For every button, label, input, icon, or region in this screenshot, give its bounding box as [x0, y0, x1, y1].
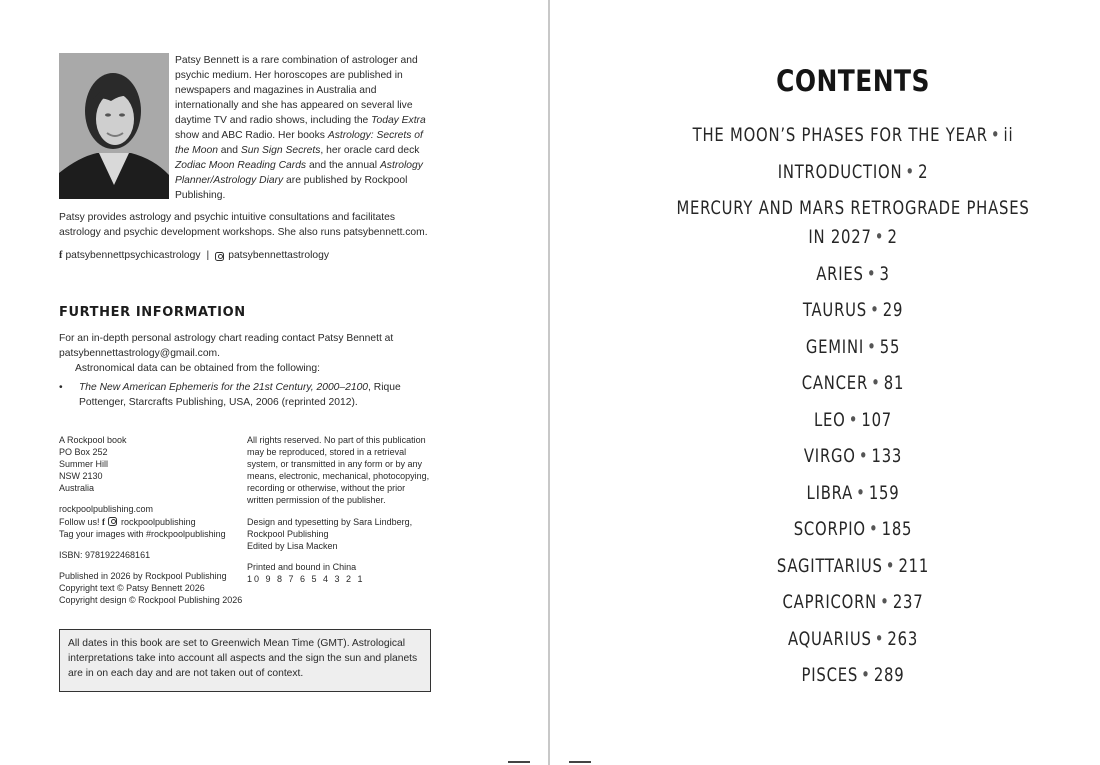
- toc-entry-page: 81: [883, 372, 905, 394]
- toc-entry-label: TAURUS: [802, 299, 867, 321]
- toc-entry-page: ii: [1003, 124, 1014, 146]
- toc-entry-label: GEMINI: [805, 335, 864, 358]
- toc-bullet: •: [866, 262, 877, 285]
- toc-entry-page: 107: [861, 408, 893, 431]
- toc-entry-label: ARIES: [816, 262, 864, 285]
- toc-bullet: •: [867, 335, 877, 358]
- facebook-icon: f: [102, 516, 106, 527]
- bio-title-italic: Today Extra: [371, 115, 426, 126]
- design-credit: Design and typesetting by Sara Lindberg, Rockpool Publishing: [247, 516, 413, 539]
- copyright-text: Copyright text © Patsy Bennett 2026: [59, 582, 205, 593]
- astronomical-data-note: Astronomical data can be obtained from the following:: [75, 363, 320, 374]
- contents-title: CONTENTS: [776, 64, 930, 98]
- print-number-line: 10 9 8 7 6 5 4 3 2 1: [247, 573, 365, 584]
- toc-bullet: •: [861, 664, 871, 686]
- toc-entry-page: 263: [887, 627, 919, 650]
- toc-entry: [617, 299, 1090, 321]
- toc-bullet: •: [871, 372, 881, 394]
- copyright-design: Copyright design © Rockpool Publishing 2026: [59, 595, 243, 606]
- toc-bullet: •: [868, 518, 879, 540]
- toc-entry: [617, 263, 1090, 285]
- toc-bullet: •: [874, 226, 885, 248]
- toc-entry-page: 29: [882, 299, 904, 321]
- author-social-links: [59, 249, 329, 263]
- toc-entry: [617, 161, 1090, 183]
- published-line: Published in 2026 by Rockpool Publishing: [59, 570, 227, 581]
- toc-bullet: •: [880, 591, 890, 613]
- toc-bullet: •: [848, 408, 859, 431]
- toc-entry-label: MERCURY AND MARS RETROGRADE PHASES: [676, 197, 1030, 219]
- toc-entry-label: PISCES: [801, 664, 859, 686]
- publisher-handle: rockpoolpublishing: [121, 516, 196, 527]
- facebook-icon: f: [59, 250, 63, 261]
- toc-entry-label: THE MOON’S PHASES FOR THE YEAR: [692, 124, 988, 146]
- bio-title-italic: Sun Sign Secrets: [240, 145, 321, 156]
- toc-entry-label: IN 2027: [808, 226, 872, 248]
- bio-title-italic: Astrology Planner/Astrology Diary: [175, 160, 423, 186]
- bio-text-run: and: [217, 145, 241, 156]
- imprint-publisher-details: [59, 434, 244, 606]
- gmt-notice-box: All dates in this book are set to Greenwich Mean Time (GMT). Astrological interpretations take into account all aspects and the sign the sun and planets are in on each day and are not taken out of context.: [59, 629, 431, 692]
- toc-entry: [617, 591, 1090, 613]
- toc-entry-label: VIRGO: [803, 445, 856, 467]
- left-page: [0, 0, 548, 765]
- bio-text-run: show and ABC Radio. Her books: [175, 130, 328, 141]
- publisher-address: [59, 434, 244, 494]
- bio-text-run: and the annual: [306, 160, 380, 171]
- address-line: PO Box 252: [59, 447, 108, 458]
- toc-bullet: •: [856, 481, 866, 504]
- toc-entry: [617, 555, 1090, 577]
- author-photo: [59, 53, 169, 199]
- toc-entry: [617, 197, 1090, 219]
- toc-bullet: •: [870, 299, 880, 321]
- instagram-handle: patsybennettastrology: [228, 250, 329, 261]
- toc-bullet: •: [858, 445, 869, 467]
- toc-entry: [617, 518, 1090, 540]
- bio-text-run: , her oracle card deck: [320, 145, 420, 156]
- facebook-handle: patsybennettpsychicastrology: [65, 250, 201, 261]
- rights-statement: All rights reserved. No part of this publication may be reproduced, stored in a retrieval system, or transmitted in any form or by any means, electronic, mechanical, photocopying, recording or otherwise, without the prior written permission of the publisher.: [247, 435, 430, 506]
- toc-entry-label: SAGITTARIUS: [776, 554, 883, 577]
- toc-entry-page: 2: [918, 160, 929, 183]
- address-line: A Rockpool book: [59, 435, 127, 445]
- toc-entry-page: 211: [898, 554, 930, 577]
- address-line: Australia: [59, 483, 95, 494]
- author-bio: [175, 53, 437, 203]
- instagram-icon: [108, 517, 117, 526]
- toc-entry-page: 3: [879, 262, 890, 285]
- instagram-icon: [215, 252, 224, 261]
- isbn: ISBN: 9781922468161: [59, 549, 151, 560]
- toc-entry: [617, 628, 1090, 650]
- reference-item: [59, 380, 439, 410]
- bio-text-run: Patsy Bennett is a rare combination of astrologer and psychic medium. Her horoscopes are published in newspapers and magazines in Australia and internationally and she has appeared on several live daytime TV and radio shows, including the: [175, 55, 418, 126]
- toc-entry: [617, 664, 1090, 686]
- toc-entry-page: 2: [887, 226, 898, 248]
- publisher-website: rockpoolpublishing.com: [59, 504, 154, 515]
- toc-entry-label: AQUARIUS: [787, 627, 872, 650]
- publisher-follow: [59, 516, 244, 528]
- toc-entry-page: 133: [871, 445, 903, 467]
- toc-entry-page: 289: [873, 664, 905, 686]
- toc-entry-label: LIBRA: [806, 481, 854, 504]
- toc-entry-page: 55: [879, 335, 901, 358]
- toc-entry: [617, 226, 1090, 248]
- publisher-hashtag: Tag your images with #rockpoolpublishing: [59, 528, 226, 539]
- toc-entry-page: 159: [868, 481, 900, 504]
- toc-entry: [617, 409, 1090, 431]
- printed-line: Printed and bound in China: [247, 561, 357, 572]
- toc-entry-label: INTRODUCTION: [777, 160, 903, 183]
- imprint-rights-details: [247, 434, 432, 585]
- bio-text-run: are published by Rockpool Publishing.: [175, 175, 408, 201]
- reference-details: , Rique Pottenger, Starcrafts Publishing, USA, 2006 (reprinted 2012).: [79, 382, 401, 408]
- toc-entry-page: 237: [892, 591, 924, 613]
- right-page: [550, 0, 1100, 765]
- address-line: Summer Hill: [59, 459, 109, 470]
- toc-entry: [617, 482, 1090, 504]
- address-line: NSW 2130: [59, 471, 103, 482]
- toc-entry-label: SCORPIO: [793, 518, 866, 540]
- toc-entry: [617, 445, 1090, 467]
- reference-list: [59, 380, 439, 410]
- toc-entry: [617, 372, 1090, 394]
- toc-entry: [617, 336, 1090, 358]
- reference-title: The New American Ephemeris for the 21st Century, 2000–2100: [79, 382, 369, 393]
- chart-reading-contact: For an in-depth personal astrology chart reading contact Patsy Bennett at patsybennettastrology@gmail.com.: [59, 333, 394, 359]
- toc-entry: [617, 124, 1090, 146]
- author-bio-services: Patsy provides astrology and psychic intuitive consultations and facilitates astrology and psychic development workshops. She also runs patsybennett.com.: [59, 212, 428, 238]
- toc-bullet: •: [885, 554, 896, 577]
- toc-entry-label: CANCER: [801, 372, 869, 394]
- follow-label: Follow us!: [59, 516, 100, 527]
- toc-bullet: •: [990, 124, 1001, 146]
- further-information-text: [59, 331, 429, 376]
- toc-bullet: •: [874, 627, 885, 650]
- bio-title-italic: Zodiac Moon Reading Cards: [175, 160, 307, 171]
- toc-entry-page: 185: [881, 518, 913, 540]
- further-information-heading: FURTHER INFORMATION: [59, 305, 246, 320]
- author-portrait-image: [59, 53, 169, 199]
- toc-entry-label: CAPRICORN: [782, 591, 878, 613]
- toc-bullet: •: [905, 160, 915, 183]
- social-separator: |: [206, 250, 210, 261]
- editor-credit: Edited by Lisa Macken: [247, 540, 338, 551]
- bio-title-italic: Astrology: Secrets of the Moon: [175, 130, 423, 156]
- toc-entry-label: LEO: [813, 408, 846, 431]
